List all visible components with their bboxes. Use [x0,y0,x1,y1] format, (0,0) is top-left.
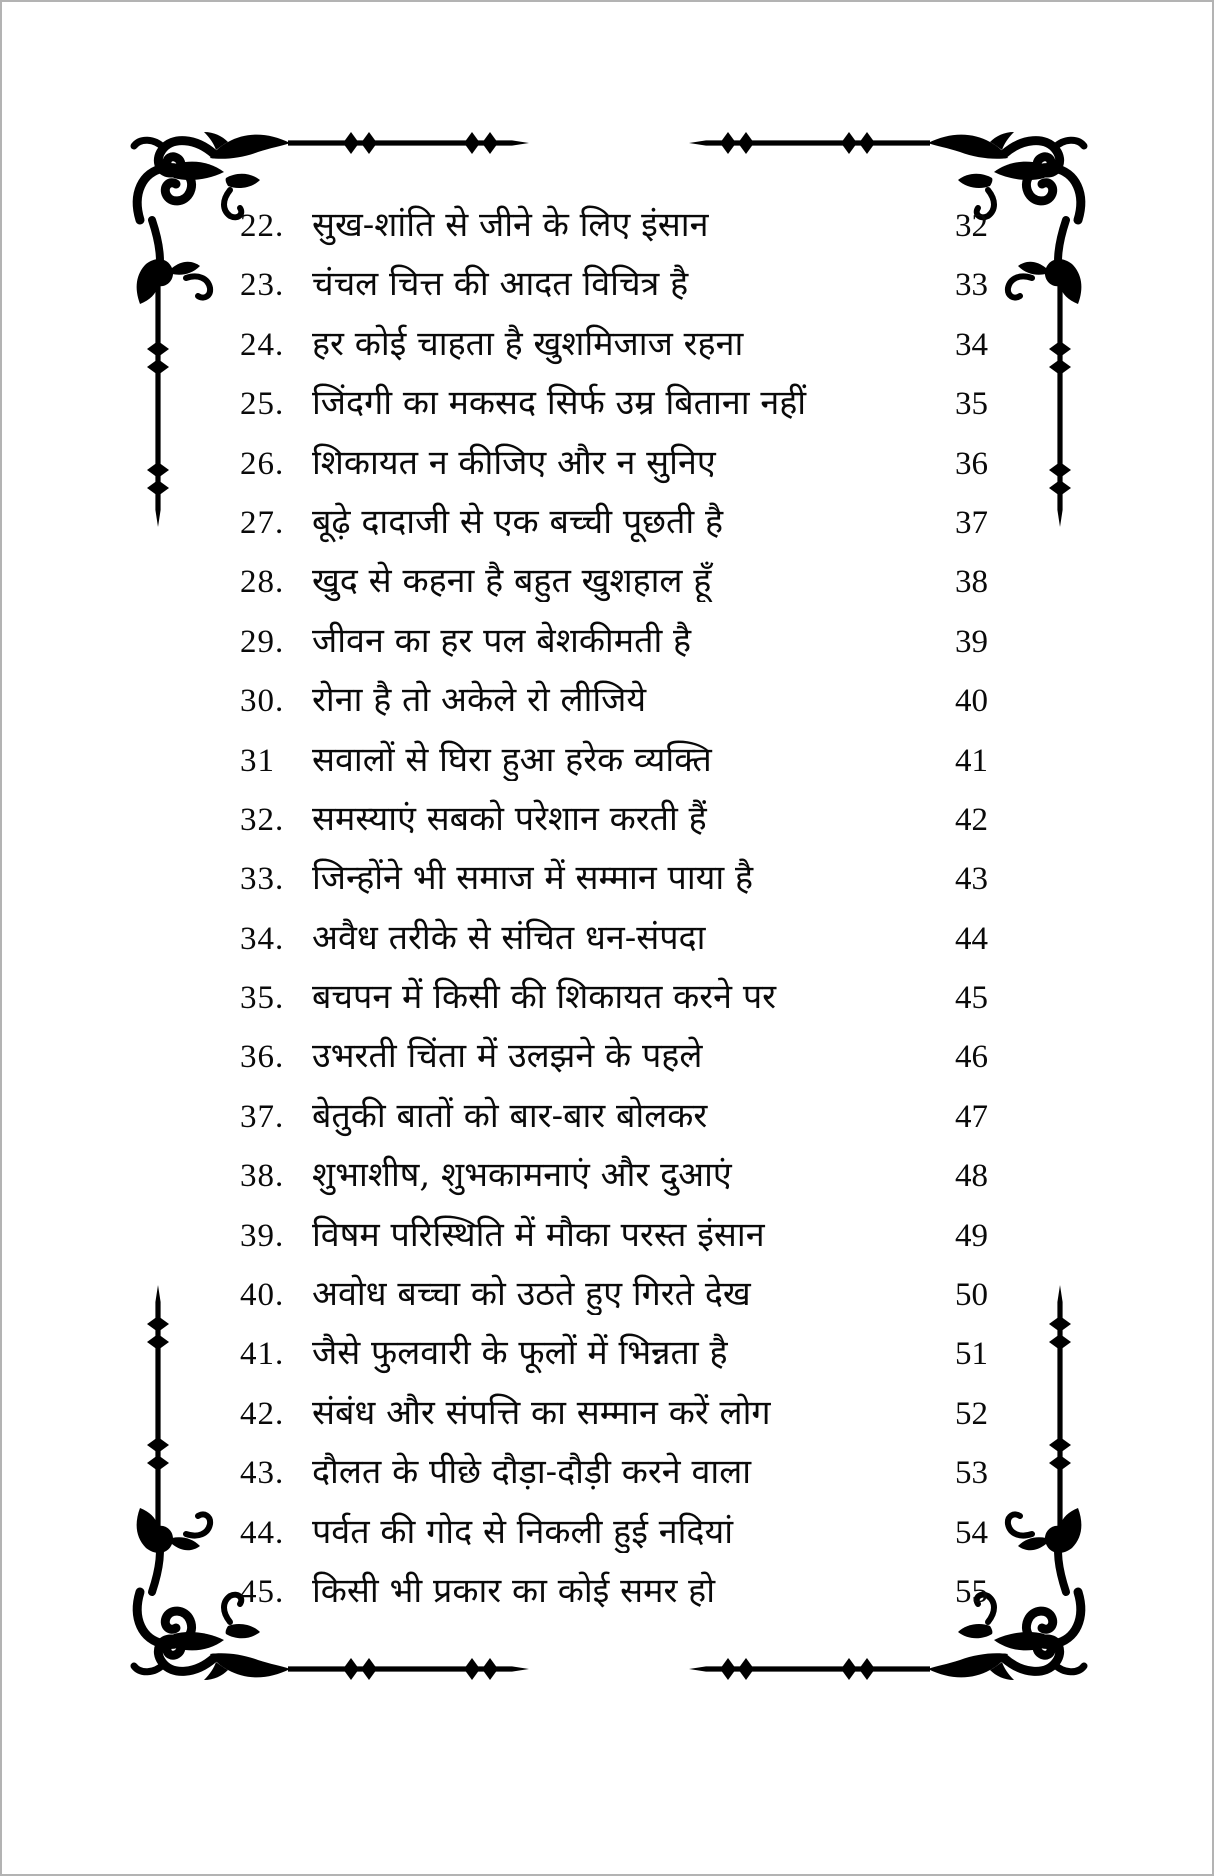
entry-number: 45. [240,1573,285,1610]
entry-number: 42. [240,1395,285,1432]
entry-page-number: 42 [955,801,988,838]
toc-entry [240,1269,988,1328]
entry-page-number: 40 [955,683,988,720]
toc-entry [240,1210,988,1269]
table-of-contents [240,200,988,1625]
entry-number: 38. [240,1158,285,1195]
entry-page-number: 55 [955,1573,988,1610]
entry-number: 44. [240,1514,285,1551]
entry-number: 36. [240,1039,285,1076]
entry-page-number: 45 [955,980,988,1017]
toc-entry [240,438,988,497]
entry-number: 26. [240,445,285,482]
entry-title: शिकायत न कीजिए और न सुनिए [312,442,716,483]
toc-entry [240,616,988,675]
entry-number: 40. [240,1277,285,1314]
entry-page-number: 53 [955,1455,988,1492]
entry-title: संबंध और संपत्ति का सम्मान करें लोग [312,1392,771,1433]
entry-page-number: 32 [955,208,988,244]
entry-number: 24. [240,326,285,363]
entry-number: 41. [240,1336,285,1373]
entry-title: शुभाशीष, शुभकामनाएं और दुआएं [312,1155,732,1196]
entry-title: सवालों से घिरा हुआ हरेक व्यक्ति [312,739,712,780]
entry-number: 33. [240,861,285,898]
entry-number: 30. [240,683,285,720]
entry-page-number: 49 [955,1217,988,1254]
entry-title: जैसे फुलवारी के फूलों में भिन्नता है [312,1333,728,1374]
entry-page-number: 44 [955,920,988,957]
entry-number: 39. [240,1217,285,1254]
entry-number: 22. [240,208,285,244]
toc-entry [240,1091,988,1150]
entry-title: जिंदगी का मकसद सिर्फ उम्र बिताना नहीं [312,383,807,424]
toc-entry [240,735,988,794]
entry-page-number: 47 [955,1098,988,1135]
entry-title: बूढ़े दादाजी से एक बच्ची पूछती है [312,501,724,542]
toc-entry [240,319,988,378]
entry-title: चंचल चित्त की आदत विचित्र है [312,264,689,305]
entry-title: दौलत के पीछे दौड़ा-दौड़ी करने वाला [312,1452,752,1493]
entry-page-number: 50 [955,1277,988,1314]
entry-title: हर कोई चाहता है खुशमिजाज रहना [312,323,744,364]
entry-page-number: 37 [955,504,988,541]
toc-entry [240,853,988,912]
entry-page-number: 38 [955,564,988,601]
entry-page-number: 51 [955,1336,988,1373]
entry-title: अवोध बच्चा को उठते हुए गिरते देख [312,1274,751,1315]
entry-number: 31 [240,742,275,779]
toc-entry [240,794,988,853]
entry-page-number: 43 [955,861,988,898]
entry-title: उभरती चिंता में उलझने के पहले [312,1036,703,1077]
entry-page-number: 34 [955,326,988,363]
entry-page-number: 36 [955,445,988,482]
toc-entry [240,1031,988,1090]
entry-page-number: 54 [955,1514,988,1551]
entry-page-number: 35 [955,386,988,423]
entry-title: खुद से कहना है बहुत खुशहाल हूँ [312,561,712,602]
entry-number: 23. [240,267,285,304]
entry-page-number: 41 [955,742,988,779]
toc-entry [240,200,988,259]
toc-entry [240,1328,988,1387]
toc-entry [240,913,988,972]
toc-entry [240,556,988,615]
entry-number: 34. [240,920,285,957]
entry-number: 25. [240,386,285,423]
entry-title: जिन्होंने भी समाज में सम्मान पाया है [312,858,754,899]
entry-page-number: 46 [955,1039,988,1076]
toc-entry [240,675,988,734]
entry-title: बचपन में किसी की शिकायत करने पर [312,977,777,1018]
entry-page-number: 48 [955,1158,988,1195]
entry-title: रोना है तो अकेले रो लीजिये [312,680,647,721]
toc-entry [240,1150,988,1209]
entry-page-number: 39 [955,623,988,660]
entry-number: 37. [240,1098,285,1135]
entry-title: पर्वत की गोद से निकली हुई नदियां [312,1511,733,1552]
toc-entry [240,259,988,318]
entry-number: 29. [240,623,285,660]
entry-title: जीवन का हर पल बेशकीमती है [312,620,692,661]
entry-title: बेतुकी बातों को बार-बार बोलकर [312,1095,708,1136]
toc-entry [240,1507,988,1566]
entry-number: 27. [240,504,285,541]
entry-number: 43. [240,1455,285,1492]
entry-number: 32. [240,801,285,838]
entry-title: अवैध तरीके से संचित धन-संपदा [312,917,706,958]
toc-entry [240,972,988,1031]
toc-entry [240,1447,988,1506]
entry-number: 35. [240,980,285,1017]
entry-page-number: 52 [955,1395,988,1432]
toc-entry [240,1566,988,1625]
entry-page-number: 33 [955,267,988,304]
toc-entry [240,378,988,437]
entry-title: समस्याएं सबको परेशान करती हैं [312,798,707,839]
entry-title: किसी भी प्रकार का कोई समर हो [312,1570,716,1611]
entry-title: सुख-शांति से जीने के लिए इंसान [312,205,709,245]
entry-number: 28. [240,564,285,601]
toc-entry [240,497,988,556]
entry-title: विषम परिस्थिति में मौका परस्त इंसान [312,1214,765,1255]
toc-entry [240,1388,988,1447]
